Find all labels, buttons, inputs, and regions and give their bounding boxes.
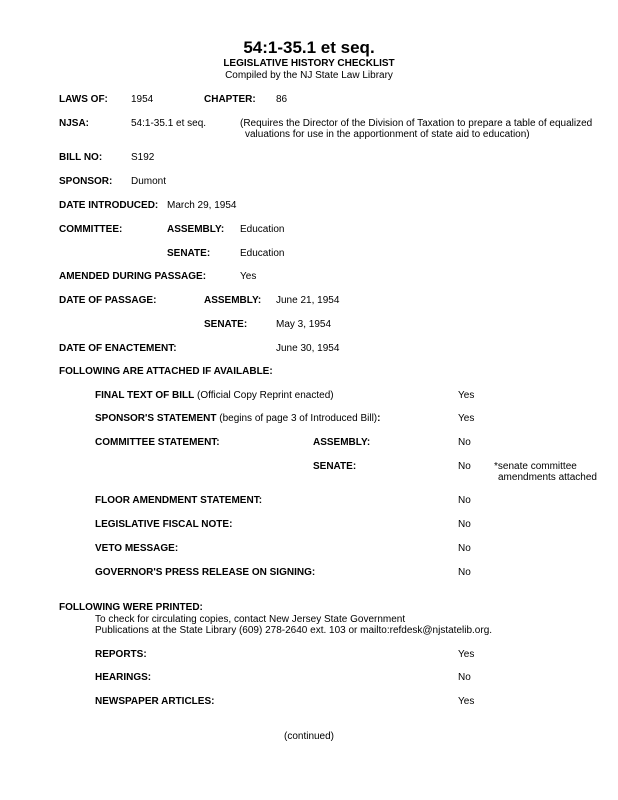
laws-of-label: LAWS OF: [59,94,108,105]
passage-senate-label: SENATE: [204,319,248,330]
printed-heading: FOLLOWING WERE PRINTED: [59,602,203,613]
senate-note-line1: *senate committee [494,461,577,472]
laws-of-value: 1954 [131,94,154,105]
committee-statement-label: COMMITTEE STATEMENT: [95,437,220,448]
senate-note-line2: amendments attached [498,472,597,483]
printed-note-line2: Publications at the State Library (609) 278-2640 ext. 103 or mailto:refdesk@njstatelib.org. [95,625,493,636]
printed-note-line1: To check for circulating copies, contact New Jersey State Government [95,614,406,625]
final-text-row [95,390,334,402]
date-of-enactement-value: June 30, 1954 [276,343,340,354]
press-release-value: No [458,567,471,578]
committee-statement-assembly-label: ASSEMBLY: [313,437,371,448]
chapter-value: 86 [276,94,288,105]
amended-value: Yes [240,271,257,282]
sponsor-statement-colon: : [377,413,381,424]
final-text-note: (Official Copy Reprint enacted) [194,390,334,401]
committee-senate-label: SENATE: [167,248,211,259]
committee-assembly-value: Education [240,224,285,235]
bill-no-value: S192 [131,152,155,163]
date-introduced-value: March 29, 1954 [167,200,237,211]
reports-label: REPORTS: [95,649,147,660]
hearings-label: HEARINGS: [95,672,152,683]
newspaper-articles-value: Yes [458,696,475,707]
chapter-label: CHAPTER: [204,94,256,105]
passage-senate-value: May 3, 1954 [276,319,332,330]
committee-statement-senate-label: SENATE: [313,461,357,472]
sponsor-statement-row [95,413,380,425]
page-title: 54:1-35.1 et seq. [243,38,375,57]
final-text-label: FINAL TEXT OF BILL [95,390,195,401]
floor-amendment-value: No [458,495,471,506]
njsa-label: NJSA: [59,118,90,129]
press-release-label: GOVERNOR'S PRESS RELEASE ON SIGNING: [95,567,316,578]
sponsor-statement-note: (begins of page 3 of Introduced Bill) [216,413,378,424]
fiscal-note-label: LEGISLATIVE FISCAL NOTE: [95,519,233,530]
njsa-value: 54:1-35.1 et seq. [131,118,207,129]
hearings-value: No [458,672,471,683]
sponsor-label: SPONSOR: [59,176,113,187]
attached-heading: FOLLOWING ARE ATTACHED IF AVAILABLE: [59,366,273,377]
sponsor-statement-value: Yes [458,413,475,424]
compiled-by: Compiled by the NJ State Law Library [225,70,393,81]
fiscal-note-value: No [458,519,471,530]
newspaper-articles-label: NEWSPAPER ARTICLES: [95,696,215,707]
sponsor-statement-label: SPONSOR'S STATEMENT [95,413,217,424]
date-of-enactement-label: DATE OF ENACTEMENT: [59,343,177,354]
committee-statement-senate-value: No [458,461,471,472]
veto-message-value: No [458,543,471,554]
bill-no-label: BILL NO: [59,152,103,163]
committee-statement-assembly-value: No [458,437,471,448]
date-of-passage-label: DATE OF PASSAGE: [59,295,157,306]
njsa-description-line1: (Requires the Director of the Division of Taxation to prepare a table of equalized [240,118,593,129]
veto-message-label: VETO MESSAGE: [95,543,179,554]
reports-value: Yes [458,649,475,660]
date-introduced-label: DATE INTRODUCED: [59,200,159,211]
sponsor-value: Dumont [131,176,167,187]
continued-note: (continued) [283,731,335,742]
floor-amendment-label: FLOOR AMENDMENT STATEMENT: [95,495,263,506]
committee-assembly-label: ASSEMBLY: [167,224,225,235]
amended-label: AMENDED DURING PASSAGE: [59,271,207,282]
final-text-value: Yes [458,390,475,401]
passage-assembly-value: June 21, 1954 [276,295,340,306]
njsa-description-line2: valuations for use in the apportionment of state aid to education) [245,129,530,140]
committee-label: COMMITTEE: [59,224,123,235]
passage-assembly-label: ASSEMBLY: [204,295,262,306]
checklist-subtitle: LEGISLATIVE HISTORY CHECKLIST [223,58,395,69]
committee-senate-value: Education [240,248,285,259]
